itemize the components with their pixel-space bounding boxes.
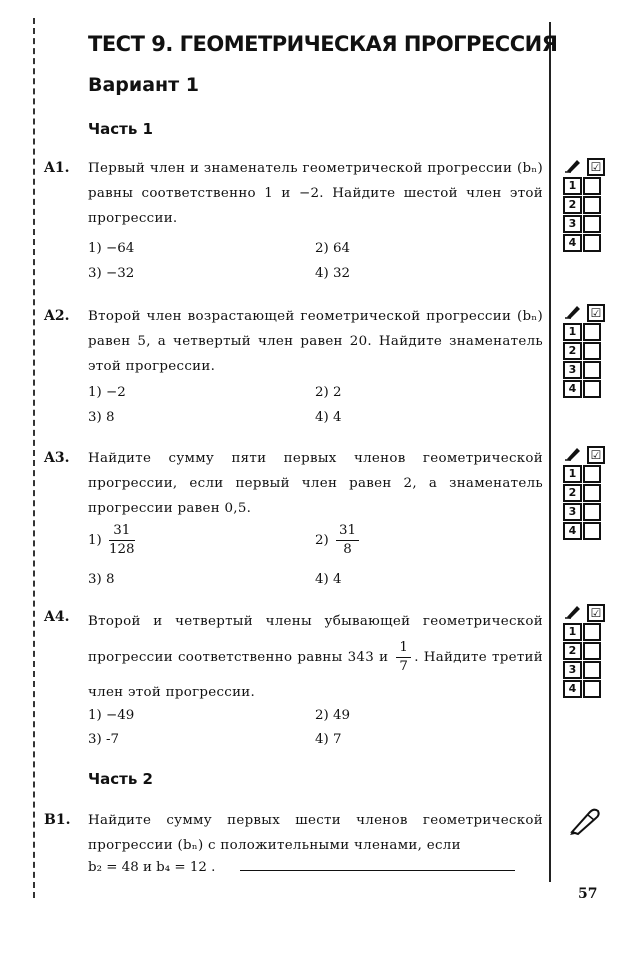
answer-row-4 (563, 522, 607, 539)
answer-number: 1 (563, 623, 582, 641)
pencil-icon (565, 445, 583, 465)
answer-checkbox-a3-3[interactable] (583, 503, 601, 521)
fraction-a3-2 (336, 522, 359, 559)
answer-row-4 (563, 680, 607, 697)
option-a1-1: 1) −64 (88, 241, 135, 256)
checkbox-icon: ☑ (587, 158, 605, 176)
margin-rule (549, 22, 551, 882)
question-text-a4 (88, 605, 543, 710)
answer-number: 1 (563, 177, 582, 195)
option-a3-3: 3) 8 (88, 572, 115, 587)
fraction-a3-1 (109, 522, 135, 559)
option-a3-1-label: 1) (88, 533, 102, 548)
answer-checkbox-a1-2[interactable] (583, 196, 601, 214)
option-a4-4: 4) 7 (315, 732, 342, 747)
question-text-a4-part1: Второй и четвертый члены убывающей геометрической прогрессии соответственно равны 343 и (88, 614, 543, 665)
answer-box-a3 (563, 445, 607, 541)
option-a1-4: 4) 32 (315, 266, 351, 281)
pencil-icon (565, 157, 583, 177)
b1-condition-line (88, 858, 515, 875)
answer-checkbox-a4-2[interactable] (583, 642, 601, 660)
answer-blank-b1[interactable] (240, 858, 515, 871)
cut-line (33, 18, 35, 898)
pencil-icon (565, 303, 583, 323)
page-title: ТЕСТ 9. ГЕОМЕТРИЧЕСКАЯ ПРОГРЕССИЯ (88, 32, 558, 56)
fraction-denominator: 8 (343, 542, 352, 557)
answer-number: 3 (563, 661, 582, 679)
variant-heading: Вариант 1 (88, 74, 200, 96)
option-a3-4: 4) 4 (315, 572, 342, 587)
b1-condition: b₂ = 48 и b₄ = 12 . (88, 860, 216, 875)
answer-checkbox-a2-3[interactable] (583, 361, 601, 379)
answer-row-2 (563, 484, 607, 501)
answer-checkbox-a4-3[interactable] (583, 661, 601, 679)
answer-number: 2 (563, 196, 582, 214)
fraction-numerator: 31 (336, 522, 359, 541)
answer-number: 2 (563, 484, 582, 502)
option-a1-2: 2) 64 (315, 241, 351, 256)
fraction-denominator: 7 (399, 659, 409, 674)
answer-checkbox-a2-2[interactable] (583, 342, 601, 360)
answer-checkbox-a2-4[interactable] (583, 380, 601, 398)
fraction-a4 (396, 639, 411, 676)
question-text-a1: Первый член и знаменатель геометрической прогрессии (bₙ) равны соответственно 1 и −2. Найдите шестой член этой прогрессии. (88, 161, 543, 226)
answer-checkbox-a1-3[interactable] (583, 215, 601, 233)
answer-number: 2 (563, 642, 582, 660)
question-text-b1: Найдите сумму первых шести членов геометрической прогрессии (bₙ) с положительными членами, если (88, 813, 543, 853)
answer-box-header (563, 157, 607, 177)
option-a3-1 (88, 522, 138, 559)
question-number-a4: A4. (44, 609, 70, 625)
question-number-a2: A2. (44, 308, 70, 324)
question-text-a4-part2: . Найдите третий член этой прогрессии. (88, 650, 543, 700)
question-number-a1: A1. (44, 160, 70, 176)
answer-row-1 (563, 323, 607, 340)
answer-number: 3 (563, 361, 582, 379)
answer-box-header (563, 603, 607, 623)
answer-checkbox-a1-1[interactable] (583, 177, 601, 195)
answer-row-3 (563, 215, 607, 232)
option-a2-1: 1) −2 (88, 385, 126, 400)
question-text-a2: Второй член возрастающей геометрической прогрессии (bₙ) равен 5, а четвертый член равен 20. Найдите знаменатель этой прогрессии. (88, 309, 543, 374)
answer-row-3 (563, 503, 607, 520)
answer-row-4 (563, 234, 607, 251)
answer-row-3 (563, 661, 607, 678)
option-a2-3: 3) 8 (88, 410, 115, 425)
fraction-denominator: 128 (109, 542, 135, 557)
page-number: 57 (578, 886, 598, 902)
question-number-a3: A3. (44, 450, 70, 466)
answer-number: 4 (563, 522, 582, 540)
answer-box-a4 (563, 603, 607, 699)
option-a4-1: 1) −49 (88, 708, 135, 723)
answer-checkbox-a3-1[interactable] (583, 465, 601, 483)
question-text-a3: Найдите сумму пяти первых членов геометрической прогрессии, если первый член равен 2, а знаменатель прогрессии равен 0,5. (88, 451, 543, 516)
option-a3-2-label: 2) (315, 533, 329, 548)
answer-row-1 (563, 177, 607, 194)
answer-row-2 (563, 196, 607, 213)
answer-row-2 (563, 642, 607, 659)
checkbox-icon: ☑ (587, 304, 605, 322)
answer-number: 1 (563, 465, 582, 483)
part2-heading: Часть 2 (88, 770, 153, 788)
answer-checkbox-a1-4[interactable] (583, 234, 601, 252)
option-a4-3: 3) -7 (88, 732, 120, 747)
answer-row-1 (563, 623, 607, 640)
fraction-numerator: 31 (109, 522, 135, 541)
option-a3-2 (315, 522, 362, 559)
pencil-icon (565, 603, 583, 623)
answer-number: 2 (563, 342, 582, 360)
option-a2-4: 4) 4 (315, 410, 342, 425)
answer-number: 3 (563, 503, 582, 521)
part1-heading: Часть 1 (88, 120, 153, 138)
checkbox-icon: ☑ (587, 604, 605, 622)
answer-box-header (563, 445, 607, 465)
checkbox-icon: ☑ (587, 446, 605, 464)
answer-box-a1 (563, 157, 607, 253)
fraction-numerator: 1 (396, 639, 411, 658)
answer-row-3 (563, 361, 607, 378)
answer-number: 4 (563, 380, 582, 398)
option-a1-3: 3) −32 (88, 266, 135, 281)
answer-row-1 (563, 465, 607, 482)
option-a2-2: 2) 2 (315, 385, 342, 400)
pen-icon (568, 806, 602, 840)
answer-checkbox-a3-4[interactable] (583, 522, 601, 540)
answer-checkbox-a2-1[interactable] (583, 323, 601, 341)
answer-checkbox-a4-4[interactable] (583, 680, 601, 698)
answer-checkbox-a3-2[interactable] (583, 484, 601, 502)
option-a4-2: 2) 49 (315, 708, 351, 723)
answer-number: 4 (563, 234, 582, 252)
answer-number: 1 (563, 323, 582, 341)
answer-number: 3 (563, 215, 582, 233)
answer-number: 4 (563, 680, 582, 698)
answer-checkbox-a4-1[interactable] (583, 623, 601, 641)
answer-box-a2 (563, 303, 607, 399)
answer-box-header (563, 303, 607, 323)
question-number-b1: B1. (44, 812, 71, 828)
answer-row-2 (563, 342, 607, 359)
answer-row-4 (563, 380, 607, 397)
